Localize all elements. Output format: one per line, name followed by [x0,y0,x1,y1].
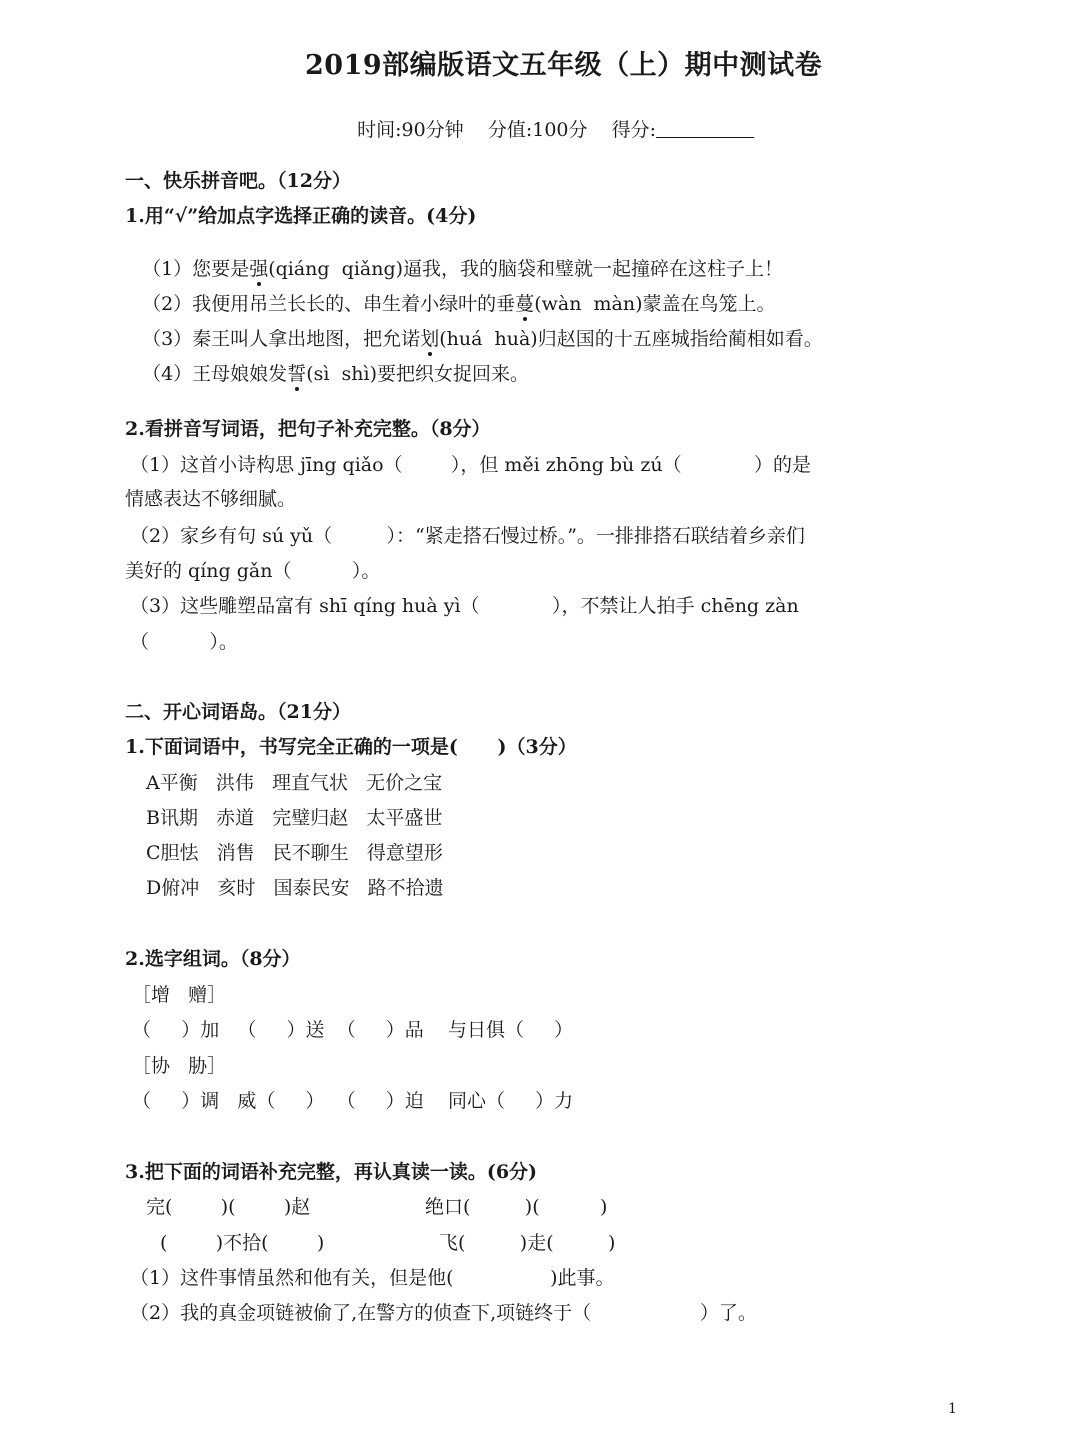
s1-q2-prompt: 2.看拼音写词语，把句子补充完整。（8分） [125,418,491,440]
item-pre: （3）秦王叫人拿出地图，把允诺 [142,328,421,350]
s2-q1-option-c: C胆怯 消售 民不聊生 得意望形 [146,842,443,864]
s2-q2-prompt: 2.选字组词。（8分） [125,948,301,970]
page-number: 1 [948,1401,957,1417]
section-2-heading: 二、开心词语岛。（21分） [125,701,351,723]
item-post: (huá huà)归赵国的十五座城指给蔺相如看。 [439,328,823,350]
s1-q1-item-1 [130,241,783,279]
item-pre: （1）您要是 [142,258,250,280]
section-1-heading: 一、快乐拼音吧。（12分） [125,170,351,192]
s2-q1-option-b: B讯期 赤道 完璧归赵 太平盛世 [146,807,443,829]
dotted-char: 誓 [287,363,307,385]
s2-q1-prompt: 1.下面词语中，书写完全正确的一项是( )（3分） [125,736,577,758]
item-pre: （4）王母娘娘发 [142,363,288,385]
s2-q3-prompt: 3.把下面的词语补充完整，再认真读一读。(6分) [125,1161,538,1183]
page-title: 2019部编版语文五年级（上）期中测试卷 [305,50,823,81]
s1-q1-item-3 [130,311,823,349]
item-post: (qiáng qiǎng)逼我，我的脑袋和璧就一起撞碎在这柱子上！ [268,258,784,280]
s1-q1-prompt: 1.用“√”给加点字选择正确的读音。(4分) [125,205,477,227]
item-post: (sì shì)要把织女捉回来。 [306,363,529,385]
exam-meta [345,100,754,140]
dotted-char: 划 [420,328,440,350]
s2-q2-line-3: ［协 胁］ [132,1055,227,1077]
s1-q1-item-4 [130,346,529,384]
s2-q3-line-4: （2）我的真金项链被偷了,在警方的侦查下,项链终于（ ）了。 [130,1302,757,1324]
s2-q3-line-3: （1）这件事情虽然和他有关，但是他( )此事。 [130,1267,615,1289]
s2-q2-line-4: （ ）调 威（ ） （ ）迫 同心（ ）力 [132,1090,574,1112]
exam-meta-text: 时间:90分钟 分值:100分 得分: [357,119,657,141]
s2-q1-option-a: A平衡 洪伟 理直气状 无价之宝 [146,772,443,794]
s2-q3-line-1: 完( )( )赵 绝口( )( ) [146,1196,608,1218]
s1-q1-item-2 [130,276,776,314]
item-pre: （2）我便用吊兰长长的、串生着小绿叶的垂 [142,293,516,315]
item-post: (wàn màn)蒙盖在鸟笼上。 [534,293,776,315]
s2-q2-line-1: ［增 赠］ [132,984,227,1006]
score-blank [656,119,754,138]
s1-q2-line-4: 美好的 qíng gǎn（ ）。 [125,560,381,582]
dotted-char: 强 [249,258,269,280]
s2-q3-line-2: ( )不拾( ) 飞( )走( ) [160,1232,616,1254]
dotted-char: 蔓 [515,293,535,315]
s2-q2-line-2: （ ）加 （ ）送 （ ）品 与日俱（ ） [132,1019,574,1041]
s1-q2-line-3: （2）家乡有句 sú yǔ（ ）：“紧走搭石慢过桥。”。一排排搭石联结着乡亲们 [130,525,805,547]
s1-q2-line-2: 情感表达不够细腻。 [125,488,297,510]
s2-q1-option-d: D俯冲 亥时 国泰民安 路不拾遗 [146,877,444,899]
s1-q2-line-6: （ ）。 [130,631,238,653]
s1-q2-line-1: （1）这首小诗构思 jīng qiǎo（ ），但 měi zhōng bù zú（ ）的是 [130,454,812,476]
s1-q2-line-5: （3）这些雕塑品富有 shī qíng huà yì（ ），不禁让人拍手 chēng zàn [130,595,799,617]
